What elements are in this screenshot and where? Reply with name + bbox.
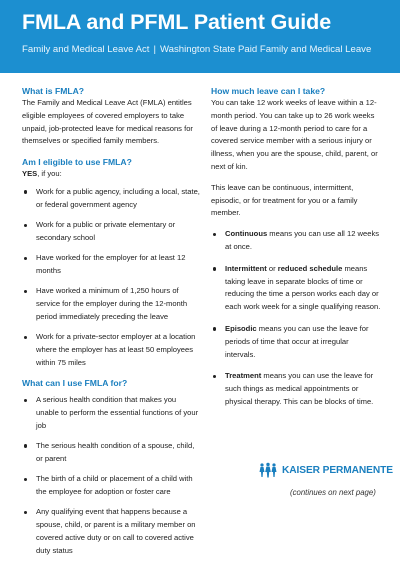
bullet-icon <box>213 267 216 270</box>
term-reduced-schedule: reduced schedule <box>277 263 343 273</box>
eligibility-if: , if you: <box>37 169 62 179</box>
list-item: Episodic means you can use the leave for periods of time that occur at irregular intervals. <box>211 323 381 361</box>
list-item: Treatment means you can use the leave for such things as medical appointments or physical therapy. This can be blocks of time. <box>211 370 381 408</box>
eligibility-intro <box>22 168 200 181</box>
list-item: Continuous means you can use all 12 weeks at once. <box>211 228 381 254</box>
term-episodic: Episodic <box>225 323 257 333</box>
list-item: Work for a public agency, including a local, state, or federal government agency <box>22 186 200 212</box>
eligibility-yes: YES <box>22 169 38 179</box>
bullet-icon <box>24 190 27 193</box>
list-item: A serious health condition that makes you unable to perform the essential functions of your job <box>22 394 200 432</box>
bullet-icon <box>24 511 27 514</box>
term-continuous: Continuous <box>225 229 268 239</box>
list-item: Any qualifying event that happens because a spouse, child, or parent is a military member on covered active duty or on call to covered active duty status <box>22 506 200 557</box>
brand-name: KAISER PERMANENTE <box>282 464 393 476</box>
uses-heading: What can I use FMLA for? <box>22 378 128 389</box>
bullet-icon <box>24 224 27 227</box>
leave-types-intro: This leave can be continuous, intermittent, episodic, or for treatment for you or a family member. <box>211 182 358 218</box>
leave-types-list <box>211 228 381 409</box>
bullet-icon <box>24 336 27 339</box>
header-banner <box>0 0 400 73</box>
list-item: Work for a public or private elementary or secondary school <box>22 219 200 245</box>
list-item: The birth of a child or placement of a child with the employee for adoption or foster care <box>22 473 200 499</box>
right-column <box>211 85 381 418</box>
bullet-icon <box>213 327 216 330</box>
list-item: Intermittent or reduced schedule means taking leave in separate blocks of time or reducing the time a person works each day or each work week for a single qualifying reason. <box>211 263 381 314</box>
eligibility-heading: Am I eligible to use FMLA? <box>22 157 132 168</box>
what-is-fmla-heading: What is FMLA? <box>22 86 85 96</box>
term-treatment: Treatment <box>225 371 262 381</box>
bullet-icon <box>24 478 27 481</box>
term-intermittent: Intermittent <box>225 263 267 273</box>
subtitle-fmla: Family and Medical Leave Act <box>22 44 150 55</box>
list-item: Have worked for the employer for at least 12 months <box>22 252 200 278</box>
bullet-icon <box>213 233 216 236</box>
list-item: Work for a private-sector employer at a location where the employer has at least 50 employees within 75 miles <box>22 331 200 369</box>
bullet-icon <box>24 399 27 402</box>
bullet-icon <box>213 375 216 378</box>
kaiser-permanente-logo <box>258 462 393 478</box>
kp-figures-icon <box>258 462 278 478</box>
bullet-icon <box>24 257 27 260</box>
bullet-icon <box>24 444 27 447</box>
list-item: The serious health condition of a spouse, child, or parent <box>22 440 200 466</box>
page-subtitle <box>22 44 400 56</box>
uses-list <box>22 394 200 557</box>
bullet-icon <box>24 290 27 293</box>
what-is-fmla-text: The Family and Medical Leave Act (FMLA) entitles eligible employees of covered employers to take unpaid, job-protected leave for medical reasons for themselves or specified family members. <box>22 98 193 146</box>
leave-amount-heading: How much leave can I take? <box>211 86 326 96</box>
subtitle-separator: | <box>153 44 156 55</box>
eligibility-list <box>22 186 200 370</box>
continues-note: (continues on next page) <box>290 488 376 497</box>
leave-amount-text: You can take 12 work weeks of leave within a 12-month period. You can take up to 26 work weeks of leave during a 12-month period to care for a covered service member with a serious injury or illness, when you are the spouse, child, parent, or next of kin. <box>211 98 378 171</box>
subtitle-pfml: Washington State Paid Family and Medical Leave <box>159 44 372 55</box>
page-title: FMLA and PFML Patient Guide <box>22 10 332 34</box>
list-item: Have worked a minimum of 1,250 hours of service for the employer during the 12-month period immediately preceding the leave <box>22 285 200 323</box>
left-column <box>22 85 200 565</box>
